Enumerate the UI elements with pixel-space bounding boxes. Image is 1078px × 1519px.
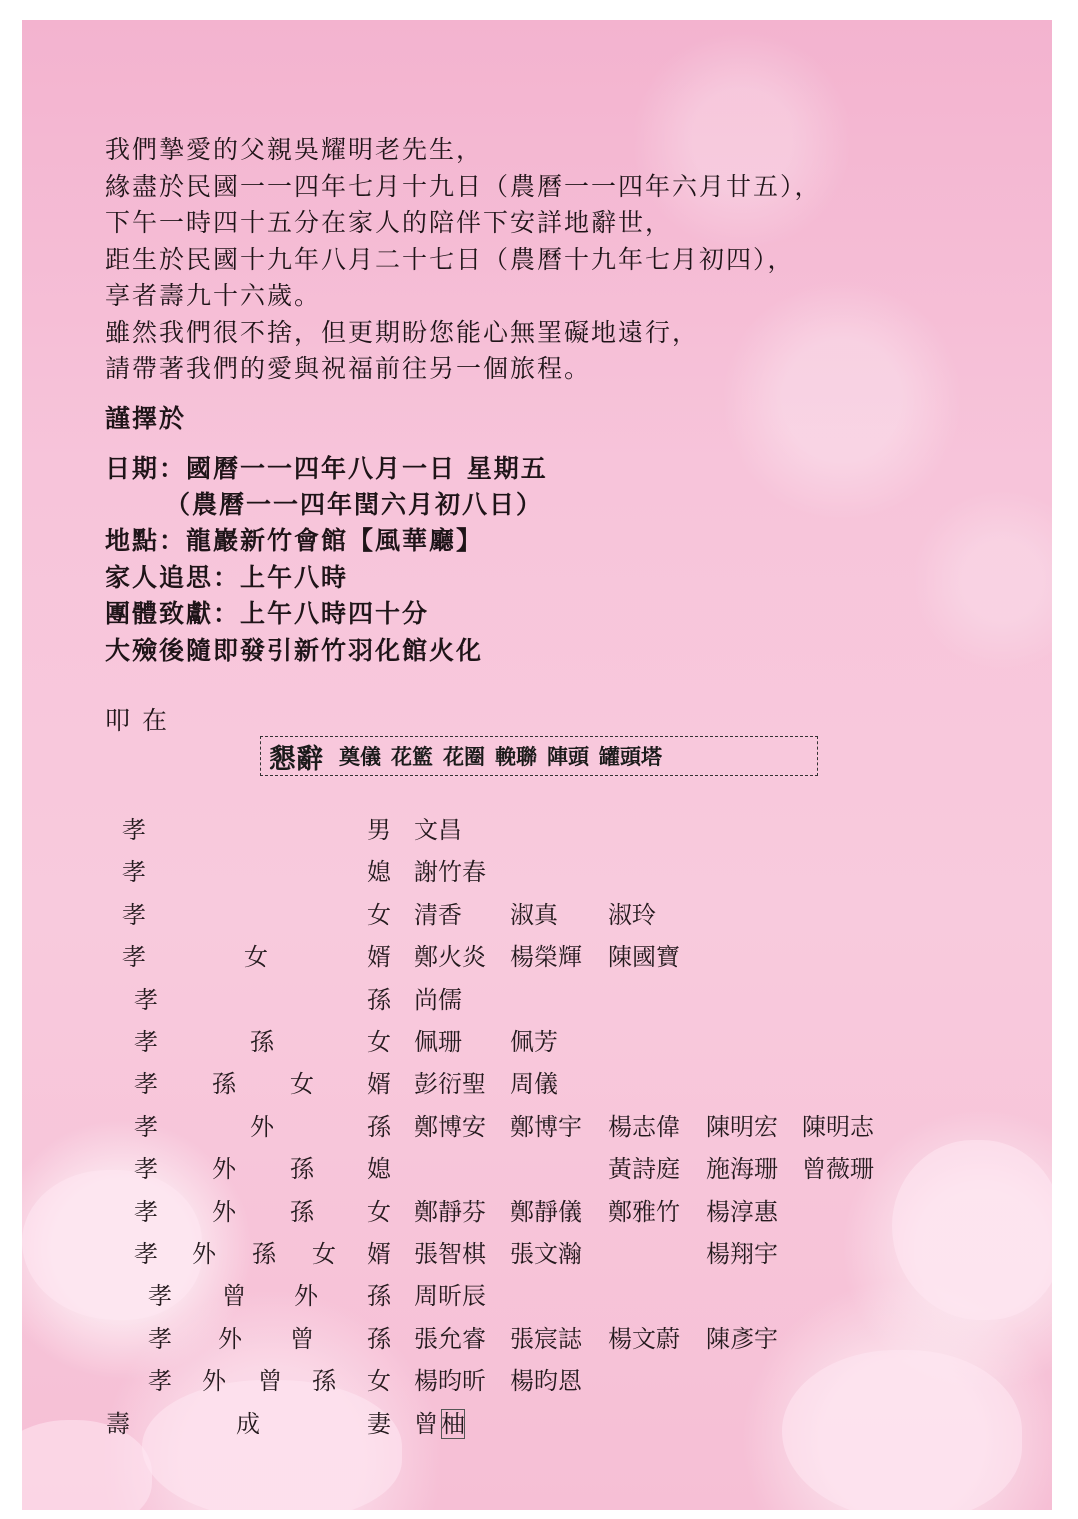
intro-line-2: 緣盡於民國一一四年七月十九日（農曆一一四年六月廿五）， <box>105 172 822 201</box>
relation-char: 外 <box>212 1155 236 1184</box>
declined-item: 花圈 <box>443 745 485 769</box>
mourner-name: 尚儒 <box>414 985 462 1014</box>
relation-char: 女 <box>367 1028 391 1056</box>
relation-char: 孫 <box>367 1112 391 1141</box>
schedule-heading: 謹擇於 <box>105 404 187 433</box>
relation-char: 女 <box>290 1070 314 1099</box>
relation-char: 孫 <box>367 1324 391 1353</box>
mourner-name: 楊昀昕 <box>414 1367 486 1396</box>
relation-char: 女 <box>367 900 391 929</box>
relation-char: 孝 <box>134 1155 158 1184</box>
mourner-name: 鄭博宇 <box>510 1112 582 1141</box>
relation-char: 孝 <box>134 1070 158 1099</box>
declined-item: 罐頭塔 <box>599 745 662 769</box>
declined-label: 懇辭 <box>269 743 323 775</box>
relation-char: 外 <box>212 1197 236 1226</box>
mourner-name: 張允睿 <box>414 1324 486 1353</box>
mourner-name: 楊榮輝 <box>510 943 582 972</box>
declined-item: 陣頭 <box>547 745 589 769</box>
mourner-name: 張宸誌 <box>510 1324 582 1353</box>
declined-item: 輓聯 <box>495 745 537 769</box>
declined-item: 奠儀 <box>339 745 381 769</box>
relation-char: 孫 <box>212 1070 236 1099</box>
relation-char: 孝 <box>148 1367 172 1396</box>
mourner-name: 佩珊 <box>414 1028 462 1056</box>
relation-char: 女 <box>367 1367 391 1396</box>
relation-char: 曾 <box>258 1367 282 1396</box>
relation-char: 孝 <box>148 1324 172 1353</box>
mourner-name: 鄭靜儀 <box>510 1197 582 1226</box>
relation-char: 男 <box>367 816 391 844</box>
relation-char: 曾 <box>290 1324 314 1353</box>
relation-char: 外 <box>218 1324 242 1353</box>
intro-line-1: 我們摯愛的父親吳耀明老先生， <box>105 135 484 164</box>
relation-char: 孝 <box>134 985 158 1014</box>
cremation-note: 大殮後隨即發引新竹羽化館火化 <box>105 636 484 665</box>
intro-line-3: 下午一時四十五分在家人的陪伴下安詳地辭世， <box>105 208 673 237</box>
relation-char: 媳 <box>367 1155 391 1184</box>
relation-char: 孝 <box>122 858 146 887</box>
mourner-name: 陳國寶 <box>608 943 680 972</box>
relation-char: 孫 <box>290 1197 314 1226</box>
relation-char: 孫 <box>367 1282 391 1311</box>
petal-decoration <box>142 1380 402 1510</box>
mourner-name: 淑玲 <box>608 900 656 929</box>
relation-char: 孫 <box>290 1155 314 1184</box>
relation-char: 外 <box>192 1240 216 1268</box>
mourner-name: 陳明志 <box>802 1112 874 1141</box>
mourner-name: 周昕辰 <box>414 1282 486 1311</box>
relation-char: 孝 <box>122 816 146 844</box>
relation-char: 孝 <box>122 900 146 929</box>
relation-char: 孫 <box>367 985 391 1014</box>
relation-char: 孝 <box>134 1112 158 1141</box>
relation-char: 女 <box>367 1197 391 1226</box>
mourner-name: 楊淳惠 <box>706 1197 778 1226</box>
relation-char: 孫 <box>252 1240 276 1268</box>
mourner-name: 曾薇珊 <box>802 1155 874 1184</box>
intro-line-4: 距生於民國十九年八月二十七日（農曆十九年七月初四）， <box>105 245 795 274</box>
declined-item: 花籃 <box>391 745 433 769</box>
relation-char: 婿 <box>367 943 391 972</box>
mourner-name: 鄭靜芬 <box>414 1197 486 1226</box>
relation-char: 孝 <box>134 1028 158 1056</box>
declined-items-box <box>260 736 818 776</box>
mourner-name: 張智棋 <box>414 1240 486 1268</box>
petal-decoration <box>22 1170 202 1320</box>
relation-char: 女 <box>312 1240 336 1268</box>
service-date: 日期：國曆一一四年八月一日 星期五 <box>105 454 548 483</box>
mourner-name: 周儀 <box>510 1070 558 1099</box>
mourner-name: 清香 <box>414 900 462 929</box>
relation-char: 妻 <box>367 1409 391 1438</box>
relation-char: 外 <box>202 1367 226 1396</box>
relation-char: 成 <box>236 1409 260 1438</box>
mourner-name: 施海珊 <box>706 1155 778 1184</box>
mourner-name: 楊文蔚 <box>608 1324 680 1353</box>
relation-char: 曾 <box>222 1282 246 1311</box>
intro-line-7: 請帶著我們的愛與祝福前往另一個旅程。 <box>105 354 592 383</box>
relation-char: 外 <box>250 1112 274 1141</box>
service-lunar-date: （農曆一一四年閏六月初八日） <box>165 490 544 519</box>
mourner-name: 黃詩庭 <box>608 1155 680 1184</box>
mourner-name: 佩芳 <box>510 1028 558 1056</box>
mourner-name: 文昌 <box>414 816 462 844</box>
group-tribute-time: 團體致獻：上午八時四十分 <box>105 599 430 628</box>
service-venue: 地點：龍巖新竹會館【風華廳】 <box>105 526 484 555</box>
intro-line-6: 雖然我們很不捨，但更期盼您能心無罣礙地遠行， <box>105 318 700 347</box>
relation-char: 孝 <box>148 1282 172 1311</box>
obituary-card <box>22 20 1052 1510</box>
relation-char: 婿 <box>367 1070 391 1099</box>
relation-char: 婿 <box>367 1240 391 1268</box>
family-memorial-time: 家人追思：上午八時 <box>105 563 349 592</box>
mourner-name: 楊志偉 <box>608 1112 680 1141</box>
relation-char: 外 <box>294 1282 318 1311</box>
mourner-name: 曾 <box>414 1409 438 1438</box>
mourner-name: 淑真 <box>510 900 558 929</box>
mourner-name: 謝竹春 <box>414 858 486 887</box>
mourner-name: 鄭博安 <box>414 1112 486 1141</box>
intro-line-5: 享者壽九十六歲。 <box>105 281 322 310</box>
relation-char: 壽 <box>106 1409 130 1438</box>
relation-char: 媳 <box>367 858 391 887</box>
relation-char: 孝 <box>122 943 146 972</box>
mourner-name: 鄭雅竹 <box>608 1197 680 1226</box>
notice-prefix: 叩 在 <box>105 706 169 735</box>
petal-decoration <box>22 1420 152 1510</box>
mourner-name: 楊翔宇 <box>706 1240 778 1268</box>
mourner-name: 張文瀚 <box>510 1240 582 1268</box>
relation-char: 孝 <box>134 1240 158 1268</box>
petal-decoration <box>892 1140 1052 1320</box>
petal-decoration <box>782 1350 1022 1510</box>
mourner-name: 陳明宏 <box>706 1112 778 1141</box>
mourner-name: 楊昀恩 <box>510 1367 582 1396</box>
relation-char: 女 <box>244 943 268 972</box>
relation-char: 孫 <box>250 1028 274 1056</box>
mourner-name: 鄭火炎 <box>414 943 486 972</box>
mourner-name: 彭衍聖 <box>414 1070 486 1099</box>
mourner-name: 陳彥宇 <box>706 1324 778 1353</box>
relation-char: 孝 <box>134 1197 158 1226</box>
relation-char: 孫 <box>312 1367 336 1396</box>
mourner-name: 柚 <box>441 1409 465 1438</box>
